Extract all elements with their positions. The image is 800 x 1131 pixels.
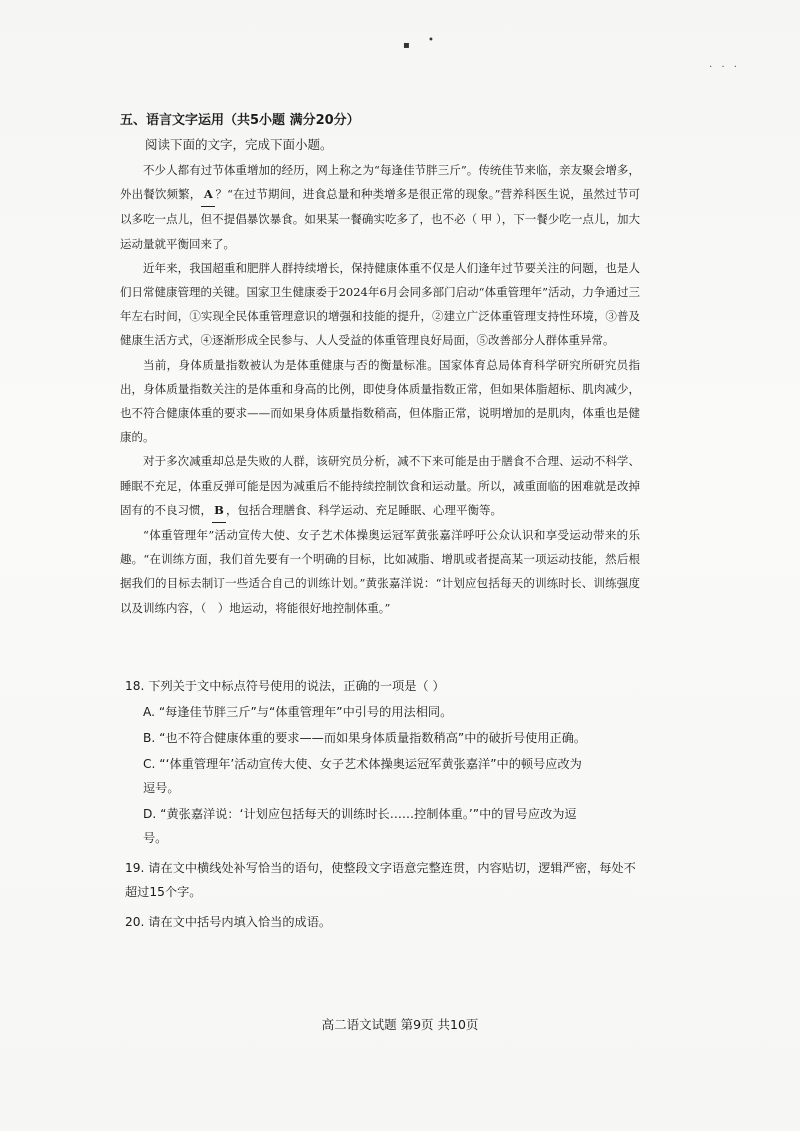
scan-mark: ▪ <box>403 40 410 51</box>
option-18-a: A. “每逢佳节胖三斤”与“体重管理年”中引号的用法相同。 <box>143 705 453 719</box>
question-20: 20. 请在文中括号内填入恰当的成语。 <box>125 915 332 929</box>
option-18-c <box>143 752 645 800</box>
passage-paragraph-4 <box>120 449 640 523</box>
option-text: 号。 <box>143 831 168 845</box>
passage-text: 不少人都有过节体重增加的经历，网上称之为“每逢佳节胖三斤”。传统佳节来临，亲友聚会增多，外出餐饮频繁， <box>120 163 640 202</box>
passage-text: 对于多次减重却总是失败的人群，该研究员分析，减不下来可能是由于膳食不合理、运动不科学、睡眠不充足，体重反弹可能是因为减重后不能持续控制饮食和运动量。所以，减重面临的困难就是改掉固有的不良习惯， <box>120 454 640 517</box>
scan-mark: • <box>428 35 434 46</box>
scan-mark: · · · <box>709 62 740 73</box>
option-18-d <box>143 802 645 850</box>
option-18-b: B. “也不符合健康体重的要求——而如果身体质量指数稍高”中的破折号使用正确。 <box>143 731 587 745</box>
blank-b: B <box>212 498 226 523</box>
passage-text: ？“在过节期间，进食总量和种类增多是很正常的现象。”营养科医生说，虽然过节可以多吃一点儿，但不提倡暴饮暴食。如果某一餐确实吃多了，也不必（ 甲 ），下一餐少吃一点儿，加大运动量就平衡回来了。 <box>120 187 640 251</box>
passage-section <box>120 112 640 620</box>
passage-paragraph-2: 近年来，我国超重和肥胖人群持续增长，保持健康体重不仅是人们逢年过节要关注的问题，也是人们日常健康管理的关键。国家卫生健康委于2024年6月会同多部门启动“体重管理年”活动，力争通过三年左右时间，①实现全民体重管理意识的增强和技能的提升，②建立广泛体重管理支持性环境，③普及健康生活方式，④逐渐形成全民参与、人人受益的体重管理良好局面，⑤改善部分人群体重异常。 <box>120 260 640 348</box>
page-footer: 高二语文试题 第9页 共10页 <box>321 1017 479 1032</box>
blank-a: A <box>201 182 215 207</box>
passage-paragraph-1 <box>120 158 640 256</box>
question-18: 18. 下列关于文中标点符号使用的说法，正确的一项是（ ） <box>125 679 445 693</box>
section-title: 五、语言文字运用（共5小题 满分20分） <box>120 113 360 128</box>
question-19: 19. 请在文中横线处补写恰当的语句，使整段文字语意完整连贯，内容贴切，逻辑严密，每处不超过15个字。 <box>125 861 636 899</box>
passage-paragraph-3: 当前，身体质量指数被认为是体重健康与否的衡量标准。国家体育总局体育科学研究所研究员指出，身体质量指数关注的是体重和身高的比例，即使身体质量指数正常，但如果体脂超标、肌肉减少，也不符合健康体重的要求——而如果身体质量指数稍高，但体脂正常，说明增加的是肌肉，体重也是健康的。 <box>120 357 640 445</box>
section-instruction: 阅读下面的文字，完成下面小题。 <box>145 137 333 152</box>
option-text: 逗号。 <box>143 781 180 795</box>
questions-section <box>125 674 645 934</box>
option-text: D. “黄张嘉洋说：‘计划应包括每天的训练时长……控制体重。’”中的冒号应改为逗 <box>143 807 577 821</box>
passage-text: ，包括合理膳食、科学运动、充足睡眠、心理平衡等。 <box>226 502 502 517</box>
passage-paragraph-5: “体重管理年”活动宣传大使、女子艺术体操奥运冠军黄张嘉洋呼吁公众认识和享受运动带来的乐趣。“在训练方面，我们首先要有一个明确的目标，比如减脂、增肌或者提高某一项运动技能，然后根据我们的目标去制订一些适合自己的训练计划。”黄张嘉洋说：“计划应包括每天的训练时长、训练强度以及训练内容，（ ）地运动，将能很好地控制体重。” <box>120 528 640 615</box>
option-text: C. “‘体重管理年’活动宣传大使、女子艺术体操奥运冠军黄张嘉洋”中的顿号应改为 <box>143 757 582 771</box>
